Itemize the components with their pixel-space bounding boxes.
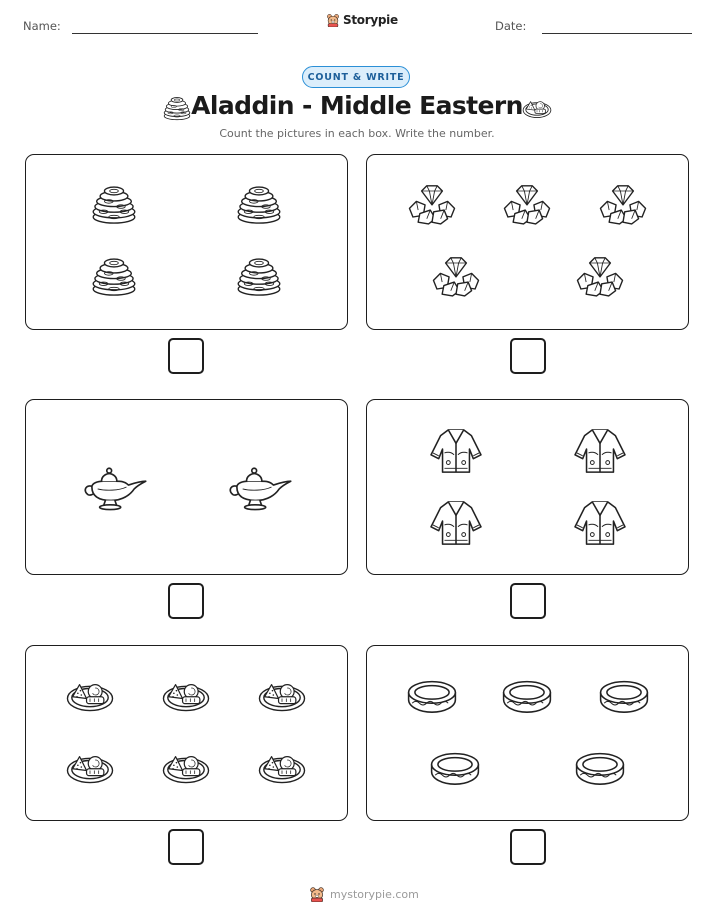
robe-icon bbox=[573, 426, 627, 476]
answer-box-3[interactable] bbox=[168, 583, 204, 619]
food-plate-icon bbox=[256, 675, 308, 715]
counting-box-1 bbox=[25, 154, 348, 330]
worksheet-type-badge: COUNT & WRITE bbox=[302, 66, 410, 88]
bear-mascot-icon bbox=[326, 13, 340, 27]
counting-box-6 bbox=[366, 645, 689, 821]
date-line[interactable] bbox=[542, 33, 692, 34]
page-title: Aladdin - Middle Eastern bbox=[191, 91, 523, 120]
gem-pile-icon bbox=[597, 181, 649, 227]
magic-lamp-icon bbox=[225, 462, 293, 512]
name-line[interactable] bbox=[72, 33, 258, 34]
gem-pile-icon bbox=[406, 181, 458, 227]
answer-box-6[interactable] bbox=[510, 829, 546, 865]
bracelet-icon bbox=[597, 676, 651, 716]
answer-box-1[interactable] bbox=[168, 338, 204, 374]
food-plate-icon bbox=[64, 675, 116, 715]
answer-box-5[interactable] bbox=[168, 829, 204, 865]
coin-stack-icon bbox=[233, 254, 285, 298]
brand-logo bbox=[326, 13, 398, 27]
instructions: Count the pictures in each box. Write the number. bbox=[219, 127, 495, 140]
robe-icon bbox=[429, 426, 483, 476]
bracelet-icon bbox=[500, 676, 554, 716]
brand-name: Storypie bbox=[343, 13, 398, 27]
food-plate-icon bbox=[160, 675, 212, 715]
answer-box-2[interactable] bbox=[510, 338, 546, 374]
gem-pile-icon bbox=[430, 253, 482, 299]
magic-lamp-icon bbox=[80, 462, 148, 512]
counting-box-4 bbox=[366, 399, 689, 575]
gem-pile-icon bbox=[501, 181, 553, 227]
counting-box-3 bbox=[25, 399, 348, 575]
gem-pile-icon bbox=[574, 253, 626, 299]
food-plate-icon bbox=[64, 747, 116, 787]
counting-box-5 bbox=[25, 645, 348, 821]
name-label: Name: bbox=[23, 19, 61, 33]
bracelet-icon bbox=[573, 748, 627, 788]
coin-stack-icon bbox=[233, 182, 285, 226]
food-plate-icon bbox=[521, 95, 553, 121]
robe-icon bbox=[573, 498, 627, 548]
footer bbox=[309, 886, 419, 902]
footer-link[interactable]: mystorypie.com bbox=[330, 887, 419, 901]
date-label: Date: bbox=[495, 19, 527, 33]
coin-stack-icon bbox=[88, 182, 140, 226]
robe-icon bbox=[429, 498, 483, 548]
food-plate-icon bbox=[256, 747, 308, 787]
answer-box-4[interactable] bbox=[510, 583, 546, 619]
bear-mascot-icon bbox=[309, 886, 325, 902]
coin-stack-icon bbox=[88, 254, 140, 298]
food-plate-icon bbox=[160, 747, 212, 787]
bracelet-icon bbox=[405, 676, 459, 716]
bracelet-icon bbox=[428, 748, 482, 788]
